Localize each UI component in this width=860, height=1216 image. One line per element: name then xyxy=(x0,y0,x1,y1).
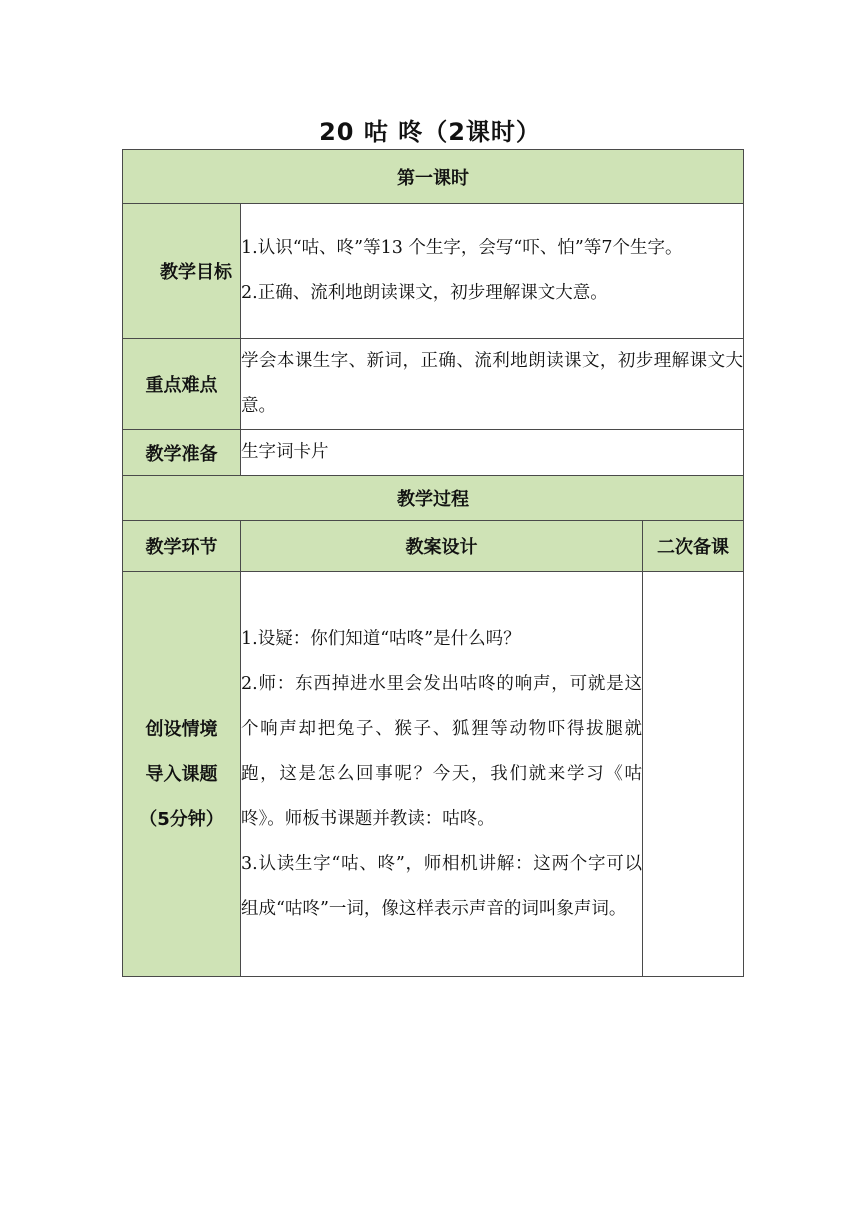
stage-label-line-3: （5分钟） xyxy=(139,808,224,830)
section-header-process: 教学过程 xyxy=(123,476,744,521)
stage-label-line-1: 创设情境 xyxy=(145,718,218,740)
key-points-label: 重点难点 xyxy=(123,339,241,430)
goal-item-1: 1.认识“咕、咚”等13 个生字，会写“吓、怕”等7个生字。 xyxy=(241,238,683,258)
key-points-text: 学会本课生字、新词，正确、流利地朗读课文，初步理解课文大意。 xyxy=(241,351,744,416)
goals-label: 教学目标 xyxy=(123,204,241,339)
stage-label xyxy=(123,572,241,977)
column-header-stage: 教学环节 xyxy=(123,521,241,572)
stage-label-line-2: 导入课题 xyxy=(145,763,218,785)
preparation-content xyxy=(241,430,744,476)
column-header-row xyxy=(123,521,744,572)
key-points-row xyxy=(123,339,744,430)
column-header-design: 教案设计 xyxy=(241,521,643,572)
preparation-label: 教学准备 xyxy=(123,430,241,476)
lesson-plan-table xyxy=(122,149,744,977)
process-header-row xyxy=(123,476,744,521)
page-title: 20 咕 咚（2课时） xyxy=(319,118,541,146)
stage-design-content xyxy=(241,572,643,977)
design-item-3: 3.认读生字“咕、咚”，师相机讲解：这两个字可以组成“咕咚”一词，像这样表示声音的词叫象声词。 xyxy=(241,853,642,919)
key-points-content xyxy=(241,339,744,430)
design-item-1: 1.设疑：你们知道“咕咚”是什么吗？ xyxy=(241,628,521,649)
goal-item-2: 2.正确、流利地朗读课文，初步理解课文大意。 xyxy=(241,283,608,303)
column-header-second: 二次备课 xyxy=(643,521,744,572)
preparation-row xyxy=(123,430,744,476)
stage-row xyxy=(123,572,744,977)
second-prep-notes xyxy=(643,572,744,977)
design-item-2: 2.师：东西掉进水里会发出咕咚的响声，可就是这个响声却把兔子、猴子、狐狸等动物吓得拔腿就跑，这是怎么回事呢？今天，我们就来学习《咕咚》。师板书课题并教读：咕咚。 xyxy=(241,673,642,829)
section-header-first-lesson: 第一课时 xyxy=(123,150,744,204)
goals-row xyxy=(123,204,744,339)
goals-content xyxy=(241,204,744,339)
section-header-row xyxy=(123,150,744,204)
preparation-text: 生字词卡片 xyxy=(241,442,329,462)
